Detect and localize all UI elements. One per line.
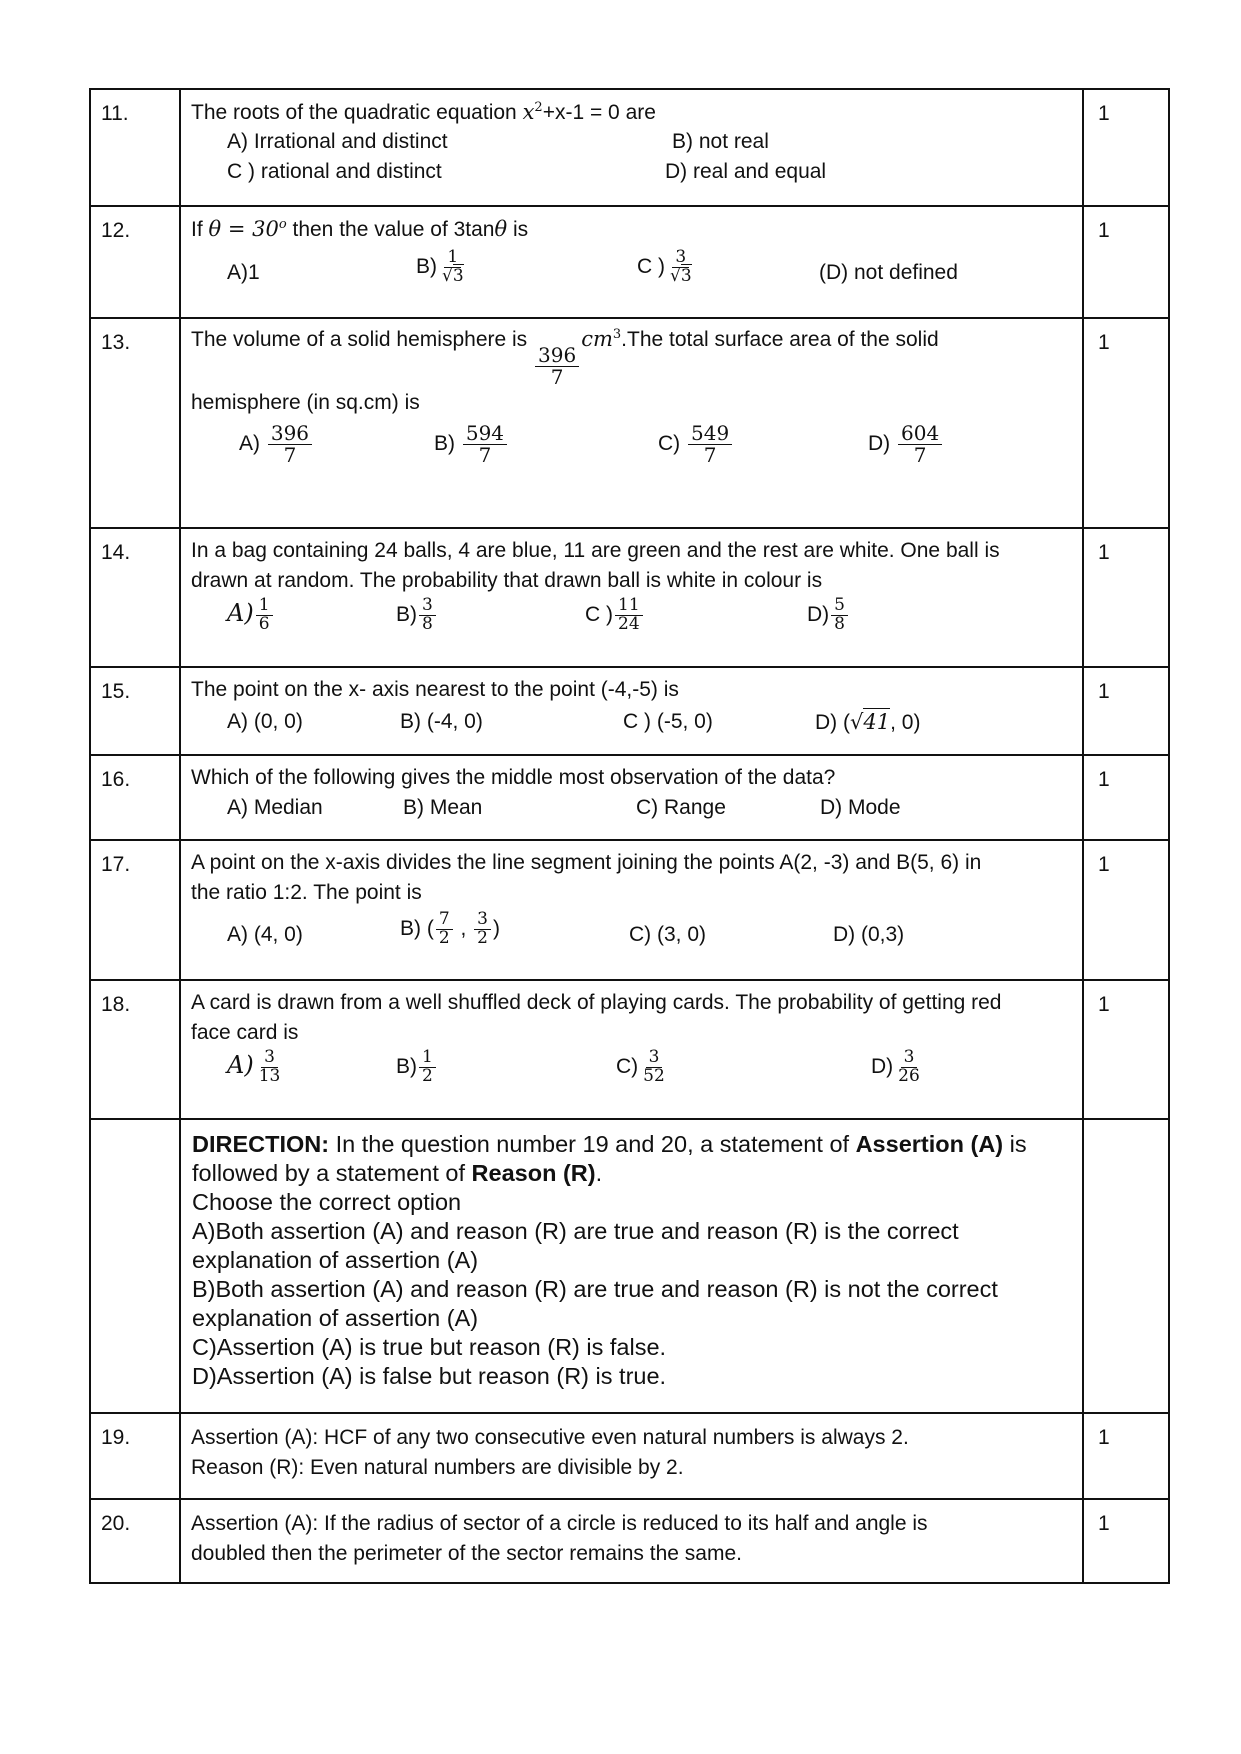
question-body [181, 90, 1082, 205]
option-b: B) not real [672, 130, 769, 153]
question-row-15 [90, 667, 1169, 755]
marks: 1 [1098, 102, 1110, 125]
question-body [181, 529, 1082, 666]
option-d: D) real and equal [665, 160, 827, 183]
fraction: $\frac{3}{26}$ [898, 1047, 920, 1086]
option-d: (D) not defined [819, 261, 958, 284]
direction-choose: Choose the correct option [192, 1189, 462, 1215]
option-c: C) (3, 0) [629, 923, 707, 946]
option-b: B) $\frac{594}{7}$ [434, 423, 509, 466]
marks: 1 [1098, 1426, 1110, 1449]
option-b: B) Mean [403, 796, 483, 819]
option-b: B) ( $\frac{7}{2}$ , $\frac{3}{2}$ ) [400, 909, 500, 948]
option-d: D) Mode [820, 796, 901, 819]
question-number: 12. [101, 219, 131, 242]
question-body [181, 756, 1082, 839]
question-number: 20. [101, 1512, 131, 1535]
question-text: If $\theta = 30^o$ then the value of 3tanθ is [191, 217, 529, 241]
question-row-17 [90, 840, 1169, 980]
option-b: B) $\frac{3}{8}$ [396, 597, 438, 634]
question-text: A card is drawn from a well shuffled deck of playing cards. The probability of getting red [191, 991, 1002, 1014]
marks: 1 [1098, 219, 1110, 242]
question-number: 11. [101, 102, 129, 125]
option-b: B) $\frac{1}{2}$ [396, 1049, 438, 1086]
question-table [89, 88, 1170, 1584]
option-d: D) (√41, 0) [815, 710, 921, 734]
option-c: C ) rational and distinct [227, 160, 442, 183]
question-number: 18. [101, 993, 131, 1016]
fraction: $\frac{7}{2}$ [436, 911, 453, 948]
marks: 1 [1098, 993, 1110, 1016]
option-a: A) $\frac{3}{13}$ [227, 1049, 285, 1086]
question-number: 15. [101, 680, 131, 703]
question-row-12 [90, 206, 1169, 318]
fraction: $\frac{3}{2}$ [474, 911, 491, 948]
marks: 1 [1098, 768, 1110, 791]
option-a: A) (0, 0) [227, 710, 303, 733]
option-a: A)1 [227, 261, 260, 284]
option-d: D) $\frac{3}{26}$ [871, 1049, 925, 1086]
option-c: C) $\frac{3}{52}$ [616, 1049, 670, 1086]
option-c: C ) (-5, 0) [623, 710, 713, 733]
question-text: Which of the following gives the middle most observation of the data? [191, 766, 836, 789]
fraction: $\frac{549}{7}$ [688, 423, 732, 466]
question-row-18 [90, 980, 1169, 1119]
assertion-text-cont: doubled then the perimeter of the sector remains the same. [191, 1542, 742, 1565]
question-row-16 [90, 755, 1169, 840]
question-text-cont: the ratio 1:2. The point is [191, 881, 422, 904]
option-d: D) (0,3) [833, 923, 905, 946]
marks: 1 [1098, 541, 1110, 564]
question-row-20 [90, 1499, 1169, 1583]
option-a: A) $\frac{1}{6}$ [227, 597, 275, 634]
question-text-cont: hemisphere (in sq.cm) is [191, 391, 420, 414]
marks: 1 [1098, 853, 1110, 876]
assertion-text: Assertion (A): If the radius of sector of a circle is reduced to its half and angle is [191, 1512, 928, 1535]
question-body [181, 841, 1082, 979]
fraction: $\frac{1}{6}$ [256, 597, 273, 634]
fraction: $\frac{396}{7}$ [535, 345, 579, 388]
question-row-19 [90, 1413, 1169, 1499]
question-text: The volume of a solid hemisphere is $\frac{396}{7}$ $cm^3.The$ total surface area of the solid [191, 327, 939, 389]
marks: 1 [1098, 1512, 1110, 1535]
marks: 1 [1098, 680, 1110, 703]
fraction: $\frac{3}{√3}$ [670, 247, 692, 286]
direction-body [181, 1120, 1082, 1412]
option-a: A) $\frac{396}{7}$ [239, 423, 314, 466]
option-d: D) $\frac{5}{8}$ [807, 597, 850, 634]
direction-option-a: A)Both assertion (A) and reason (R) are true and reason (R) is the correct [192, 1218, 959, 1244]
question-text: The roots of the quadratic equation $x^2+x-1 = 0$ are [191, 100, 656, 124]
fraction: $\frac{5}{8}$ [831, 597, 848, 634]
option-c: C) Range [636, 796, 726, 819]
direction-option-b: B)Both assertion (A) and reason (R) are true and reason (R) is not the correct [192, 1276, 998, 1302]
fraction: $\frac{3}{52}$ [643, 1047, 665, 1086]
question-row-13 [90, 318, 1169, 528]
option-a: A) (4, 0) [227, 923, 303, 946]
fraction: $\frac{594}{7}$ [463, 423, 507, 466]
fraction: $\frac{1}{√3}$ [442, 247, 464, 286]
question-number: 17. [101, 853, 131, 876]
option-b: B) (-4, 0) [400, 710, 483, 733]
fraction: $\frac{3}{13}$ [258, 1047, 281, 1086]
option-a: A) Irrational and distinct [227, 130, 448, 153]
question-row-11 [90, 89, 1169, 206]
option-c: C) $\frac{549}{7}$ [658, 423, 734, 466]
question-row-14 [90, 528, 1169, 667]
question-number: 16. [101, 768, 131, 791]
option-c: C ) $\frac{11}{24}$ [585, 597, 645, 634]
question-text: The point on the x- axis nearest to the point (-4,-5) is [191, 678, 679, 701]
fraction: $\frac{604}{7}$ [898, 423, 942, 466]
question-body [181, 319, 1082, 527]
question-text-cont: face card is [191, 1021, 299, 1044]
direction-text: DIRECTION: In the question number 19 and 20, a statement of Assertion (A) is followed by a statement of Reason (R). Choose the correct option A)Both assertion (A) and reason (R) are true and reason (R) is the correct explanation of assertion (A) B)Both assertion (A) and reason (R) are true and reason (R) is not the correct explanation of assertion (A) C)Assertion (A) is true but reason (R) is false. D)Assertion (A) is false but reason (R) is true. [192, 1130, 1072, 1391]
question-body [181, 1500, 1082, 1582]
fraction: $\frac{11}{24}$ [615, 597, 643, 634]
question-body [181, 668, 1082, 754]
question-body [181, 1414, 1082, 1498]
option-d: D) $\frac{604}{7}$ [868, 423, 944, 466]
question-text: A point on the x-axis divides the line segment joining the points A(2, -3) and B(5, 6) in [191, 851, 982, 874]
direction-option-d: D)Assertion (A) is false but reason (R) is true. [192, 1363, 667, 1389]
marks: 1 [1098, 331, 1110, 354]
reason-text: Reason (R): Even natural numbers are divisible by 2. [191, 1456, 684, 1479]
question-body [181, 981, 1082, 1118]
fraction: $\frac{1}{2}$ [419, 1049, 436, 1086]
question-number: 13. [101, 331, 131, 354]
option-a: A) Median [227, 796, 323, 819]
fraction: $\frac{396}{7}$ [268, 423, 312, 466]
option-b: B) $\frac{1}{√3}$ [416, 249, 469, 286]
question-number: 19. [101, 1426, 131, 1449]
option-c: C ) $\frac{3}{√3}$ [637, 249, 697, 286]
assertion-text: Assertion (A): HCF of any two consecutive even natural numbers is always 2. [191, 1426, 909, 1449]
question-text-cont: drawn at random. The probability that drawn ball is white in colour is [191, 569, 823, 592]
fraction: $\frac{3}{8}$ [419, 597, 436, 634]
direction-row [90, 1119, 1169, 1413]
question-number: 14. [101, 541, 131, 564]
question-body [181, 207, 1082, 317]
question-text: In a bag containing 24 balls, 4 are blue, 11 are green and the rest are white. One ball is [191, 539, 1000, 562]
direction-option-c: C)Assertion (A) is true but reason (R) is false. [192, 1334, 667, 1360]
